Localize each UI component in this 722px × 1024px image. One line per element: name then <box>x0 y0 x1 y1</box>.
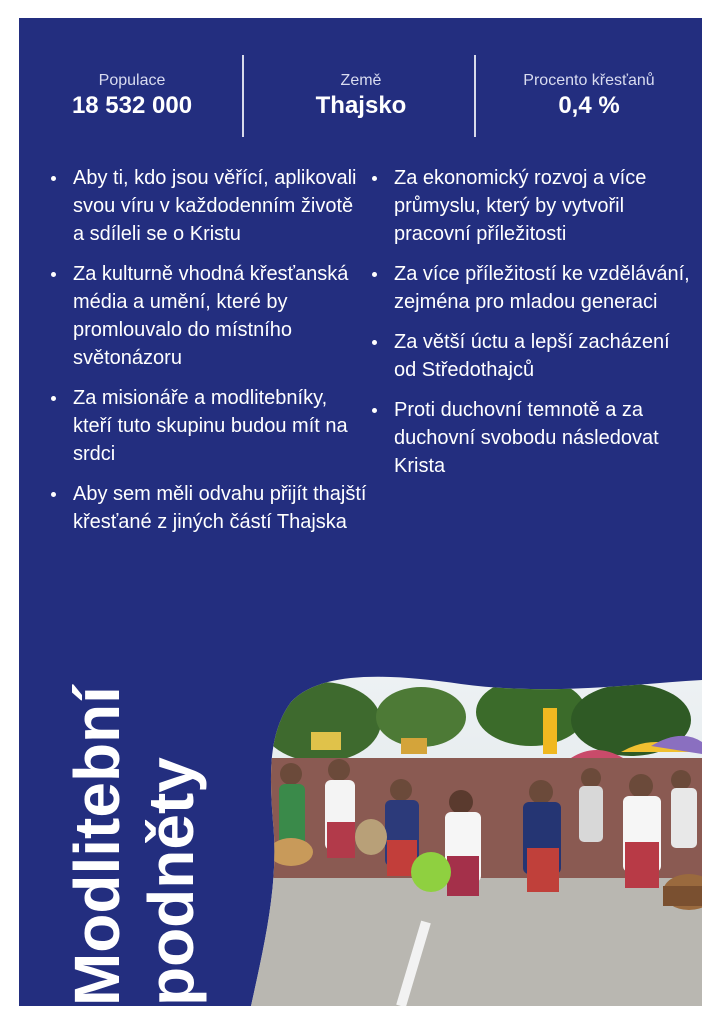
stat-population-value: 18 532 000 <box>71 92 193 119</box>
prayer-point: Za více příležitostí ke vzdělávání, zejména pro mladou generaci <box>370 260 690 316</box>
stat-country-label: Země <box>340 72 382 89</box>
prayer-point: Za ekonomický rozvoj a více průmyslu, který by vytvořil pracovní příležitosti <box>370 164 690 248</box>
prayer-point: Proti duchovní temnotě a za duchovní svobodu následovat Krista <box>370 396 690 480</box>
prayer-point: Za misionáře a modlitebníky, kteří tuto skupinu budou mít na srdci <box>49 384 369 468</box>
stat-christian-percent-value: 0,4 % <box>558 92 620 119</box>
section-title <box>59 626 259 1006</box>
prayer-point: Aby sem měli odvahu přijít thajští křesťané z jiných částí Thajska <box>49 480 369 536</box>
stat-population-label: Populace <box>98 72 166 89</box>
stat-population <box>27 72 237 120</box>
prayer-list-right <box>370 164 690 492</box>
section-title-line1: Modlitební <box>61 686 133 1006</box>
prayer-point: Za kulturně vhodná křesťanská média a umění, které by promlouvalo do místního světonázoru <box>49 260 369 372</box>
stat-divider <box>474 55 476 137</box>
prayer-point: Aby ti, kdo jsou věřící, aplikovali svou víru v každodenním životě a sdíleli se o Kristu <box>49 164 369 248</box>
prayer-panel <box>19 18 702 1006</box>
stat-country-value: Thajsko <box>315 92 407 119</box>
stat-country <box>256 72 466 120</box>
section-title-line2: podněty <box>135 757 207 1006</box>
stat-divider <box>242 55 244 137</box>
prayer-point: Za větší úctu a lepší zacházení od Středothajců <box>370 328 690 384</box>
festival-photo <box>251 662 702 1006</box>
prayer-list-left <box>49 164 369 548</box>
stat-christian-percent <box>484 72 694 120</box>
stat-christian-percent-label: Procento křesťanů <box>523 72 655 89</box>
